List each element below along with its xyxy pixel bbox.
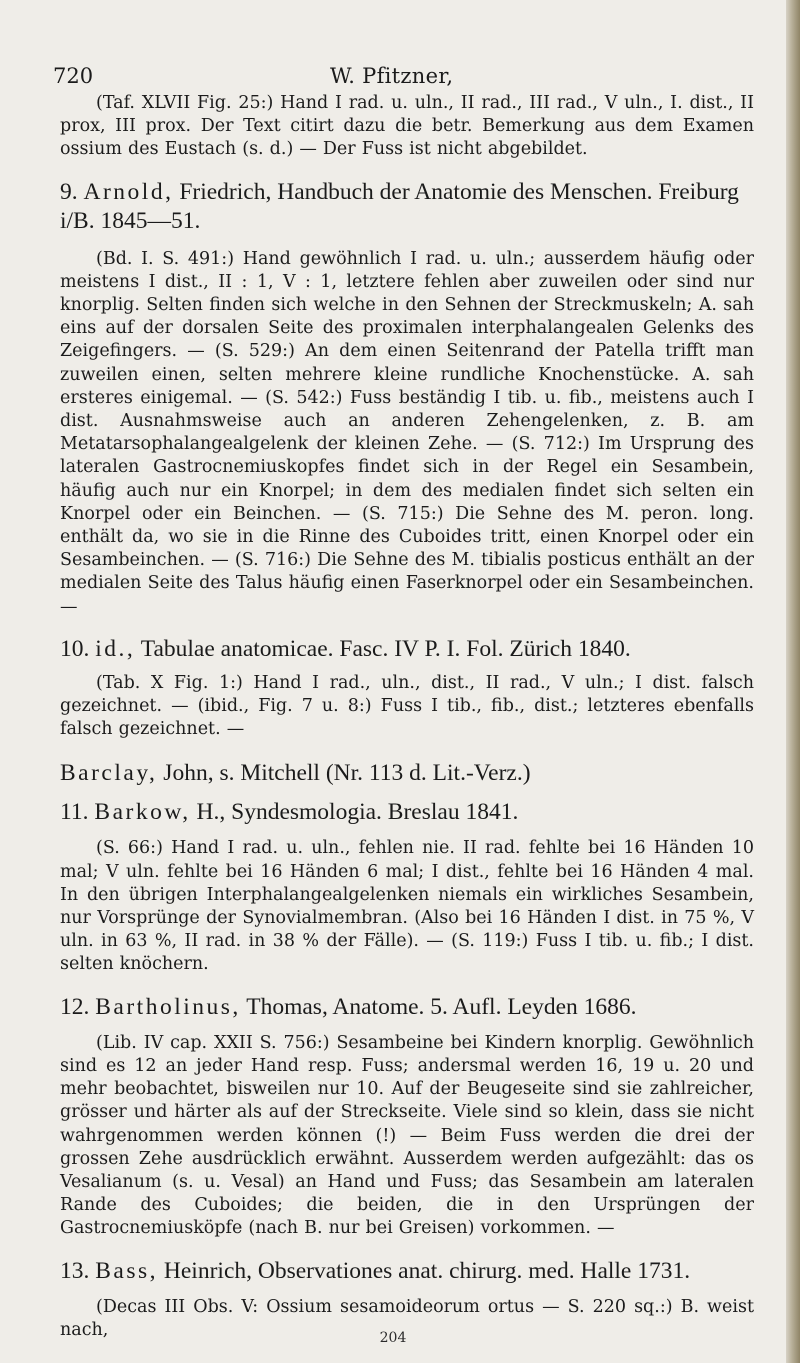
- entry-title: Heinrich, Observationes anat. chirurg. med. Halle 1731.: [158, 1257, 691, 1284]
- entry-number: 13.: [60, 1257, 90, 1284]
- bibliography-entry: [60, 635, 754, 664]
- paragraph: (Taf. XLVII Fig. 25:) Hand I rad. u. uln., II rad., III rad., V uln., I. dist., II prox, III prox. Der Text citirt dazu die betr. Bemerkung aus dem Examen ossium des Eustach (s. d.) — Der Fuss ist nicht abgebildet.: [60, 93, 754, 160]
- paragraph: (Tab. X Fig. 1:) Hand I rad., uln., dist., II rad., V uln.; I dist. falsch gezeichnet. — (ibid., Fig. 7 u. 8:) Fuss I tib., fib., dist.; letzteres ebenfalls falsch gezeichnet. —: [60, 672, 754, 740]
- paragraph: (Decas III Obs. V: Ossium sesamoideorum ortus — S. 220 sq.:) B. weist nach,: [60, 1296, 754, 1340]
- running-head: W. Pfitzner,: [330, 64, 454, 88]
- paragraph: (Lib. IV cap. XXII S. 756:) Sesambeine bei Kindern knorplig. Gewöhnlich sind es 12 an jeder Hand resp. Fuss; andersmal werden 16, 19 u. 20 und mehr beobachtet, bisweilen nur 10. Auf der Beugeseite sind sie zahlreicher, grösser und härter als auf der Streckseite. Viele sind so klein, dass sie nicht wahrgenommen werden können (!) — Beim Fuss werden die drei der grossen Zehe ausdrücklich erwähnt. Ausserdem werden aufgezählt: das os Vesalianum (s. u. Vesal) an Hand und Fuss; das Sesambein am lateralen Rande des Cuboides; die beiden, die in den Ursprüngen der Gastrocnemiusköpfe (nach B. nur bei Greisen) vorkommen. —: [60, 1032, 754, 1239]
- entry-title: John, s. Mitchell (Nr. 113 d. Lit.-Verz.): [157, 760, 531, 787]
- page-edge: [786, 0, 800, 1363]
- entry-author: id.,: [95, 635, 136, 662]
- entry-author: Arnold,: [83, 178, 174, 205]
- entry-author: Barkow,: [94, 799, 191, 826]
- bibliography-entry: [60, 993, 754, 1022]
- bibliography-entry: [60, 1257, 754, 1286]
- entry-number: 10.: [60, 635, 90, 662]
- entry-number: 11.: [60, 799, 89, 826]
- page-header: [0, 64, 786, 94]
- entry-number: 12.: [60, 993, 90, 1020]
- entry-title: Friedrich, Handbuch der Anatomie des Menschen. Freiburg i/B. 1845—51.: [60, 178, 739, 234]
- page-content: [60, 92, 754, 1342]
- entry-title: H., Syndesmologia. Breslau 1841.: [190, 799, 519, 826]
- entry-title: Tabulae anatomicae. Fasc. IV P. I. Fol. Zürich 1840.: [135, 635, 631, 662]
- entry-author: Bass,: [95, 1257, 159, 1284]
- paragraph: (Bd. I. S. 491:) Hand gewöhnlich I rad. u. uln.; ausserdem häufig oder meistens I dist., II : 1, V : 1, letztere fehlen aber zuweilen oder sind nur knorplig. Selten finden sich welche in den Sehnen der Streckmuskeln; A. sah eins auf der dorsalen Seite des proximalen interphalangealen Gelenks des Zeigefingers. — (S. 529:) An dem einen Seitenrand der Patella trifft man zuweilen einen, selten mehrere kleine rundliche Knochenstücke. A. sah ersteres einigemal. — (S. 542:) Fuss beständig I tib. u. fib., meistens auch I dist. Ausnahmsweise auch an anderen Zehengelenken, z. B. am Metatarsophalangealgelenk der kleinen Zehe. — (S. 712:) Im Ursprung des lateralen Gastrocnemiuskopfes findet sich in der Regel ein Sesambein, häufig auch nur ein Knorpel; in dem des medialen findet sich selten ein Knorpel oder ein Beinchen. — (S. 715:) Die Sehne des M. peron. long. enthält da, wo sie in die Rinne des Cuboides tritt, einen Knorpel oder ein Sesambeinchen. — (S. 716:) Die Sehne des M. tibialis posticus enthält an der medialen Seite des Talus häufig einen Faserknorpel oder ein Sesambeinchen. —: [60, 248, 754, 617]
- page-number: 720: [53, 64, 94, 88]
- bibliography-entry: [60, 759, 754, 788]
- paragraph: (S. 66:) Hand I rad. u. uln., fehlen nie. II rad. fehlte bei 16 Händen 10 mal; V uln. fehlte bei 16 Händen 6 mal; I dist., fehlte bei 16 Händen 4 mal. In den übrigen Interphalangealgelenken niemals ein wirkliches Sesambein, nur Vorsprünge der Synovialmembran. (Also bei 16 Händen I dist. in 75 %, V uln. in 63 %, II rad. in 38 % der Fälle). — (S. 119:) Fuss I tib. u. fib.; I dist. selten knöchern.: [60, 838, 754, 975]
- printer-signature: 204: [379, 1330, 407, 1346]
- entry-title: Thomas, Anatome. 5. Aufl. Leyden 1686.: [240, 993, 637, 1020]
- bibliography-entry: [60, 798, 754, 827]
- entry-number: 9.: [60, 178, 78, 205]
- entry-author: Bartholinus,: [95, 993, 241, 1020]
- entry-author: Barclay,: [60, 760, 158, 787]
- bibliography-entry: [60, 178, 754, 236]
